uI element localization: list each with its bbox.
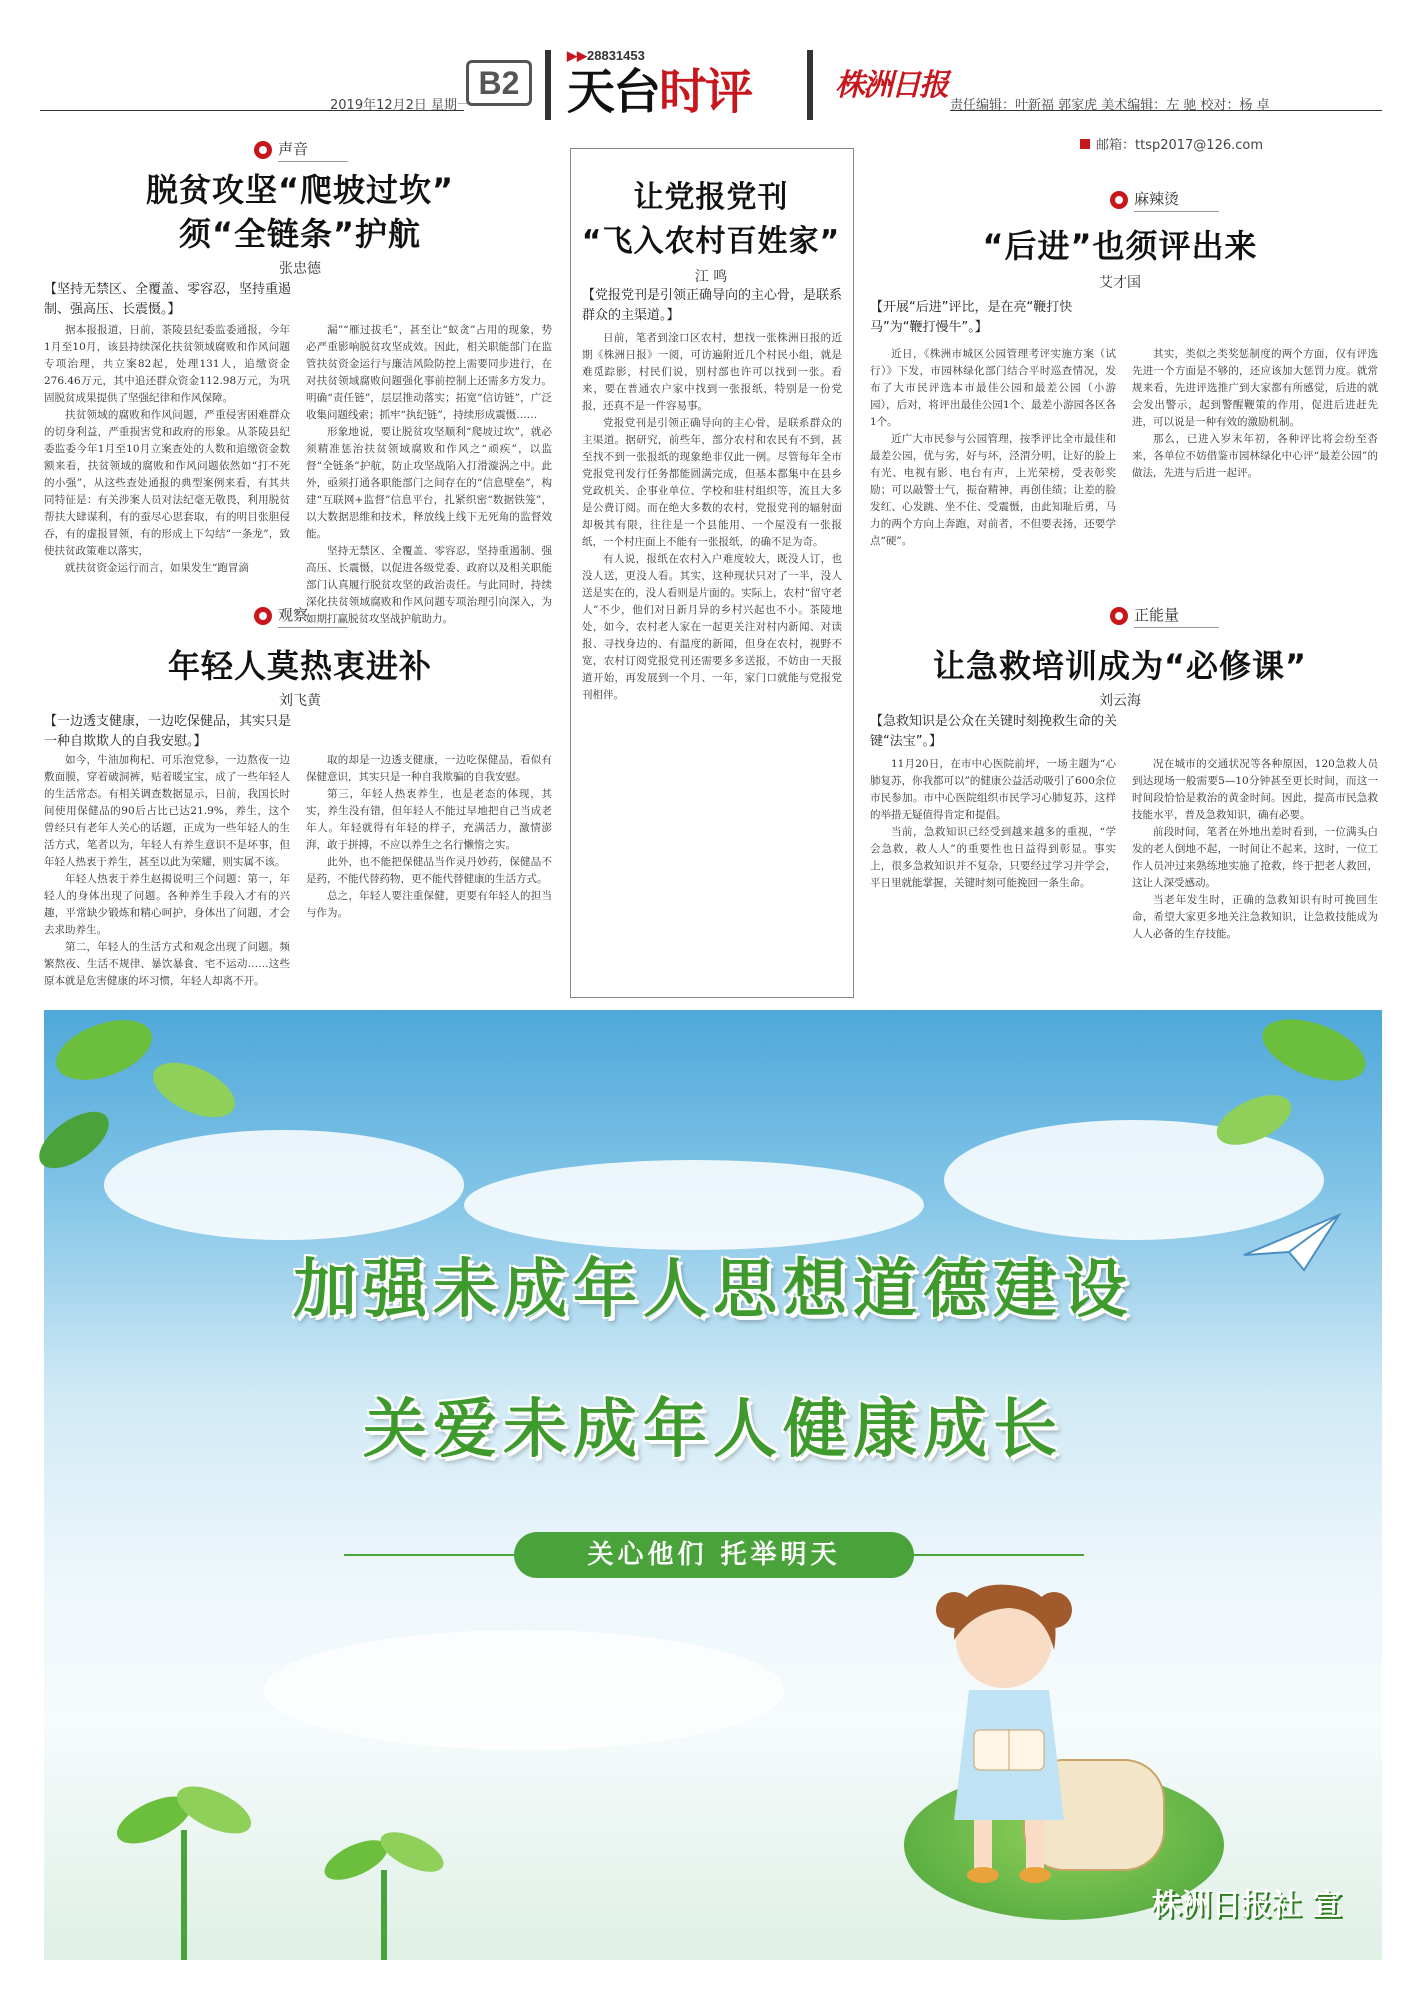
arrow-icon: ▶▶ [567,48,587,63]
brand-bracket-right [807,50,813,120]
article-author: 江 鸣 [694,269,728,285]
article-title-line2: “飞入农村百姓家” [581,224,841,259]
contact-email [1080,134,1263,153]
poster-headline-1: 加强未成年人思想道德建设 [293,1253,1133,1327]
paragraph: 近日，《株洲市城区公园管理考评实施方案（试行）》下发，市园林绿化部门结合平时巡查情况，发布了大市民评选本市最佳公园和最差公园（小游园），后对，将评出最佳公园1个、最差小游园各区各1个。 [870,348,1116,428]
slogan-rule-right [914,1554,1084,1556]
leaf-icon [1194,1010,1382,1210]
paragraph: 日前，笔者到淦口区农村，想找一张株洲日报的近期《株洲日报》一阅，可访遍附近几个村民小组，就是难觅踪影，村民们说，别村部也许可以找到一张。看来，要在普通农户家中找到一张报纸，特别是一份党报，还真不是一件容易事。 [582,332,842,412]
article-lead: 【急救知识是公众在关键时刻挽救生命的关键“法宝”。】 [870,714,1118,749]
paragraph: 形象地说，要让脱贫攻坚顺利“爬坡过坎”，就必须精准惩治扶贫领域腐败和作风之“顽疾”，以监督“全链条”护航，防止攻坚战陷入打滑漩涡之中。此外，亟须打通各职能部门之间存在的“信息壁垒”，构建“互联网+监督”信息平台，扎紧织密“数据铁笼”，以大数据思维和技术，释放线上线下无死角的监督效能。 [306,426,552,540]
article-author: 张忠德 [279,261,321,277]
circle-bullet-icon [1110,607,1128,625]
article-author: 艾才国 [1099,275,1141,291]
article-column [44,322,290,592]
section-tag-label: 声音 [278,138,348,162]
reading-girl-illustration [914,1570,1174,1900]
paragraph: 漏”“雁过拔毛”，甚至让“蚁贪”占用的现象，势必严重影响脱贫攻坚成效。因此，相关职能部门在监管扶贫资金运行与廉洁风险防控上需要同步进行，在对扶贫领域腐败问题强化事前控制上还需多方发力。明确“责任链”，层层推动落实；拓宽“信访链”，广泛收集问题线索；抓牢“执纪链”，持续形成震慑…… [306,324,552,421]
paragraph: 总之，年轻人要注重保健，更要有年轻人的担当与作为。 [306,890,552,919]
paragraph: 其实，类似之类奖惩制度的两个方面，仅有评选先进一个方面是不够的，还应该加大惩罚力度。就常规来看，先进评选推广到大家都有所感觉，后进的就会发出警示，起到警醒鞭策的作用，促进后进赶先进，可以说是一种有效的激励机制。 [1132,348,1378,428]
article-column [306,322,552,625]
article-column [870,756,1116,986]
poster-publisher: 株洲日报社 宣 [1151,1888,1342,1923]
article-column [1132,756,1378,986]
section-tag-label: 麻辣烫 [1134,188,1219,212]
circle-bullet-icon [1110,191,1128,209]
article-body [582,330,842,985]
section-tag [1110,188,1219,212]
paragraph: 年轻人热衷于养生赵揭说明三个问题：第一，年轻人的身体出现了问题。各种养生手段入才有的兴趣，平常缺少锻炼和精心呵护，身体出了问题，才会去求助养生。 [44,873,290,936]
paragraph: 党报党刊是引领正确导向的主心骨，是联系群众的主渠道。据研究，前些年，部分农村和农民有不到，甚至找不到一张报纸的现象绝非仅此一例。尽管每年全市党报党刊发行任务都能圆满完成，但基本都集中在县乡党政机关、企事业单位、学校和驻村组织等，流且大多是公费订阅。而在绝大多数的农村，党报党刊的辐射面却极其有限，往往是一个县能用、一个屋没有一张报纸，一个村庄面上不能有一张报纸，的确不足为奇。 [582,417,842,548]
paragraph: 据本报报道，日前，茶陵县纪委监委通报，今年1月至10月，该县持续深化扶贫领域腐败和作风问题专项治理，共立案82起，处理131人，追缴资金276.46万元，其中追还群众资金112.98万元，为巩固脱贫成果提供了坚强纪律和作风保障。 [44,324,290,404]
slogan-rule-left [344,1554,514,1556]
article-column [1132,346,1378,582]
paragraph: 当老年发生时，正确的急救知识有时可挽回生命，希望大家更多地关注急救知识，让急救技能成为人人必备的生存技能。 [1132,894,1378,940]
paragraph: 近广大市民参与公园管理，按季评比全市最佳和最差公园，优与劣，好与坏，泾渭分明，让好的脸上有光、电视有影、电台有声，上光荣榜，受表彰奖励；可以敲警士气，振奋精神，再创佳绩；让差的脸发红、心发跳、坐不住、受震慑，由此知耻后勇，马力的两个方向上奔跑，对前者，不但要表扬，还要学点“硬”。 [870,433,1116,547]
section-tag-label: 观察 [278,604,348,628]
article-title: 年轻人莫热衷进补 [167,647,432,685]
leaf-icon [44,1010,264,1210]
paragraph: 那么，已进入岁末年初，各种评比将会纷至沓来，各单位不妨借鉴市园林绿化中心评“最差公园”的做法，先进与后进一起评。 [1132,433,1378,479]
paragraph: 11月20日，在市中心医院前坪，一场主题为“心肺复苏，你我都可以”的健康公益活动吸引了600余位市民参加。市中心医院组织市民学习心肺复苏，这样的举措无疑值得肯定和提倡。 [870,758,1116,821]
editor-credits: 责任编辑：叶新福 郭家虎 美术编辑：左 驰 校对：杨 卓 [950,98,1270,113]
section-tag [254,138,348,162]
article-lead: 【一边透支健康，一边吃保健品，其实只是一种自欺欺人的自我安慰。】 [44,714,292,749]
issue-date: 2019年12月2日 星期一 [330,98,471,113]
poster-headline-2: 关爱未成年人健康成长 [363,1393,1063,1467]
paragraph: 第二，年轻人的生活方式和观念出现了问题。频繁熬夜、生活不规律、暴饮暴食、宅不运动……这些原本就是危害健康的坏习惯，年轻人却离不开。 [44,941,290,987]
article-author: 刘云海 [1099,693,1141,709]
paragraph: 第三，年轻人热衷养生，也是老态的体现，其实，养生没有错，但年轻人不能过早地把自己当成老年人。年轻就得有年轻的样子，充满活力，激情澎湃，敢于拼搏，不应以养生之名行懒惰之实。 [306,788,552,851]
article-column [44,752,290,987]
article-title: 让急救培训成为“必修课” [932,647,1308,685]
section-title-main: 天台 [567,64,660,120]
paragraph: 况在城市的交通状况等各种原因，120急救人员到达现场一般需要5—10分钟甚至更长时间，而这一时间段恰恰是救治的黄金时间。因此，提高市民急救技能水平，普及急救知识，确有必要。 [1132,758,1378,821]
article-title: “后进”也须评出来 [982,227,1258,265]
email-text: 邮箱：ttsp2017@126.com [1096,138,1264,153]
article-body [870,346,1378,582]
paragraph: 有人说，报纸在农村入户难度较大，既没人订，也没人送，更没人看。其实，这种现状只对了一半，没人送是实在的，没人看则是片面的。实际上，农村“留守老人”不少，他们对日新月异的乡村兴起也不小。茶陵地处，如今，农村老人家在一起更关注对村内新闻、对读报、寻找身边的、有温度的新闻，但身在农村，视野不宽，农村订阅党报党刊还需要多多送报，不妨由一天报道开始，再发展到一个月、一年，家门口就能与党报党刊相伴。 [582,553,842,701]
section-title-accent: 时评 [659,64,752,120]
paragraph: 扶贫领域的腐败和作风问题，严重侵害困难群众的切身利益，严重损害党和政府的形象。从茶陵县纪委监委今年1月至10月立案查处的人数和追缴资金数额来看，扶贫领域的腐败和作风问题依然如“打不死的小强”，从这些查处通报的典型案例来看，有其共同特征是：有关涉案人员对法纪毫无敬畏，利用脱贫帮扶大肆谋利，有的蚕尽心思套取，有的明目张胆侵吞，有的虚报冒领，有的形成上下勾结“一条龙”，致使扶贫政策难以落实， [44,409,290,557]
article-author: 刘飞黄 [279,693,321,709]
paragraph: 如今，牛油加枸杞、可乐泡党参，一边熬夜一边敷面膜，穿着破洞裤，贴着暖宝宝，成了一些年轻人的生活常态。有相关调查数据显示，日前，我国长时间使用保健品的90后占比已达21.9%，养生，这个曾经只有老年人关心的话题，正成为一些年轻人的生活方式，笔者以为，年轻人有养生意识不是坏事，但年轻人热衷于养生，甚至以此为荣耀，则实属不该。 [44,754,290,868]
article-column [870,346,1116,582]
article-column [306,752,552,980]
paragraph: 坚持无禁区、全覆盖、零容忍，坚持重遏制、强高压、长震慑，以促进各级党委、政府以及相关职能部门认真履行脱贫攻坚的政治责任。与此同时，持续深化扶贫领域腐败和作风问题专项治理引向深入，为如期打赢脱贫攻坚战护航助力。 [306,545,552,625]
public-service-poster [44,1010,1382,1960]
paragraph: 此外，也不能把保健品当作灵丹妙药，保健品不是药，不能代替药物，更不能代替健康的生活方式。 [306,856,552,885]
page-code: B2 [466,60,532,106]
circle-bullet-icon [254,607,272,625]
paragraph: 就扶贫资金运行而言，如果发生“跑冒滴 [65,562,249,574]
square-icon [1080,139,1090,149]
article-title [40,168,560,256]
poster-slogan: 关心他们 托举明天 [514,1532,914,1578]
article-body [870,756,1378,986]
article-title-line1: 脱贫攻坚“爬坡过坎” [145,171,455,209]
seedling-icon [84,1710,504,1960]
circle-bullet-icon [254,141,272,159]
phone-number: 28831453 [587,48,645,63]
article-lead: 【坚持无禁区、全覆盖、零容忍，坚持重遏制、强高压、长震慑。】 [44,282,292,317]
article-body [44,752,552,987]
paragraph: 前段时间，笔者在外地出差时看到，一位满头白发的老人倒地不起，一时间让不起来，这时，一位工作人员冲过来熟练地实施了抢救，终于把老人救回，这让人深受感动。 [1132,826,1378,889]
paragraph: 当前，急救知识已经受到越来越多的重视，“学会急救，救人人”的重要性也日益得到彰显。事实上，很多急救知识并不复杂，只要经过学习并学会，平日里就能掌握，关键时刻可能挽回一条生命。 [870,826,1116,889]
paragraph: 取的却是一边透支健康，一边吃保健品，看似有保健意识，其实只是一种自我欺骗的自我安慰。 [306,754,552,783]
section-tag [1110,604,1219,628]
cloud-icon [464,1160,924,1250]
article-title-line1: 让党报党刊 [633,180,789,215]
section-brand [545,44,813,124]
section-tag [254,604,348,628]
article-title-line2: 须“全链条”护航 [178,215,422,253]
section-title [567,62,751,122]
section-tag-label: 正能量 [1134,604,1219,628]
brand-bracket-left [545,50,551,120]
article-title [575,176,847,264]
newspaper-logo: 株洲日报 [835,68,947,103]
article-lead: 【开展“后进”评比，是在亮“鞭打快马”为“鞭打慢牛”。】 [870,300,1073,335]
article-lead: 【党报党刊是引领正确导向的主心骨，是联系群众的主渠道。】 [582,288,843,323]
